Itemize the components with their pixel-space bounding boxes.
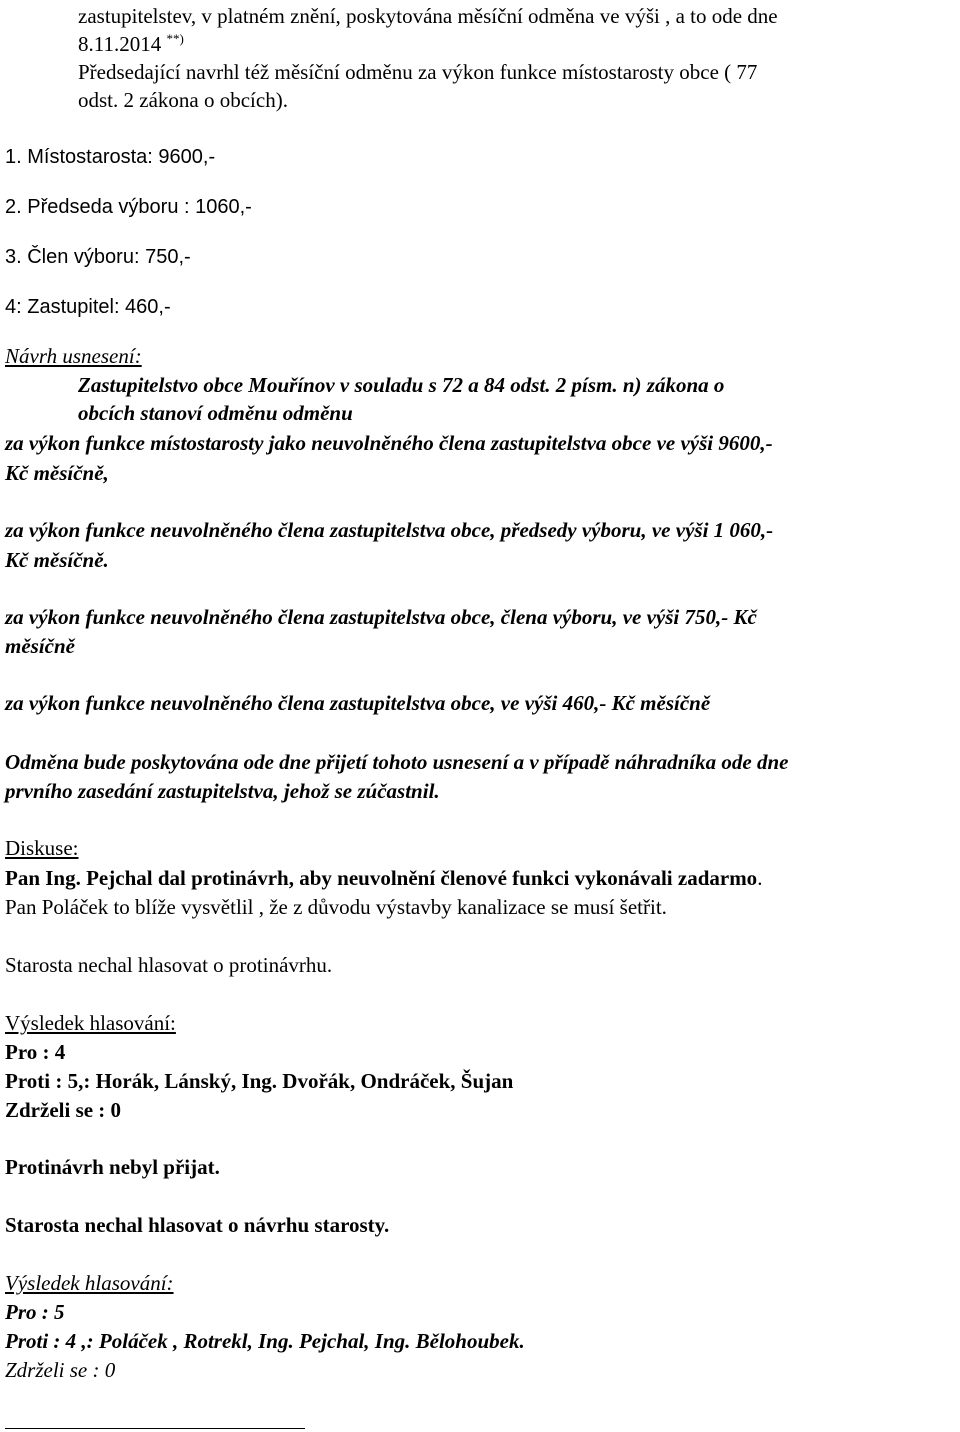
vote2-heading: Výsledek hlasování: <box>5 1271 174 1295</box>
intro-line-3: Předsedající navrhl též měsíční odměnu za výkon funkce místostarosty obce ( 77 <box>78 60 758 84</box>
vote1-for: Pro : 4 <box>5 1040 66 1064</box>
footnote-separator <box>5 1428 305 1429</box>
proposal-para-2-line-1: za výkon funkce neuvolněného člena zastupitelstva obce, předsedy výboru, ve výši 1 060,- <box>5 518 774 542</box>
proposal-para-5-line-2: prvního zasedání zastupitelstva, jehož se zúčastnil. <box>5 779 440 803</box>
vote1-against: Proti : 5,: Horák, Lánský, Ing. Dvořák, Ondráček, Šujan <box>5 1069 514 1093</box>
vote2-against: Proti : 4 ,: Poláček , Rotrekl, Ing. Pejchal, Ing. Bělohoubek. <box>5 1329 525 1353</box>
vote1-heading: Výsledek hlasování: <box>5 1011 176 1035</box>
vote1-abstain: Zdrželi se : 0 <box>5 1098 122 1122</box>
list-item-4: 4: Zastupitel: 460,- <box>5 296 171 318</box>
proposal-para-4: za výkon funkce neuvolněného člena zastupitelstva obce, ve výši 460,- Kč měsíčně <box>5 691 711 715</box>
intro-line-4: odst. 2 zákona o obcích). <box>78 88 288 112</box>
proposal-line-2: obcích stanoví odměnu odměnu <box>78 401 353 425</box>
proposal-para-2-line-2: Kč měsíčně. <box>5 548 109 572</box>
intro-line-2 <box>78 31 184 56</box>
proposal-para-5-line-1: Odměna bude poskytována ode dne přijetí tohoto usnesení a v případě náhradníka ode dne <box>5 750 789 774</box>
discussion-line-2: Pan Poláček to blíže vysvětlil , že z důvodu výstavby kanalizace se musí šetřit. <box>5 895 667 919</box>
intro-date: 8.11.2014 <box>78 32 162 56</box>
vote2-abstain: Zdrželi se : 0 <box>5 1358 116 1382</box>
footnote-marker: **) <box>166 31 184 46</box>
list-item-3: 3. Člen výboru: 750,- <box>5 246 191 268</box>
proposal-para-1-line-1: za výkon funkce místostarosty jako neuvolněného člena zastupitelstva obce ve výši 9600,- <box>5 431 773 455</box>
discussion-heading: Diskuse: <box>5 836 79 860</box>
counterproposal-period: . <box>757 866 763 890</box>
proposal-heading: Návrh usnesení: <box>5 344 142 368</box>
vote2-intro: Starosta nechal hlasovat o návrhu starosty. <box>5 1213 390 1237</box>
intro-line-1: zastupitelstev, v platném znění, poskytována měsíční odměna ve výši , a to ode dne <box>78 4 778 28</box>
proposal-para-3-line-2: měsíčně <box>5 634 75 658</box>
counterproposal-text: Pan Ing. Pejchal dal protinávrh, aby neuvolnění členové funkci vykonávali zadarmo <box>5 866 758 890</box>
proposal-para-3-line-1: za výkon funkce neuvolněného člena zastupitelstva obce, člena výboru, ve výši 750,- Kč <box>5 605 757 629</box>
discussion-line-3: Starosta nechal hlasovat o protinávrhu. <box>5 953 333 977</box>
list-item-1: 1. Místostarosta: 9600,- <box>5 146 216 168</box>
proposal-para-1-line-2: Kč měsíčně, <box>5 461 109 485</box>
vote2-for: Pro : 5 <box>5 1300 65 1324</box>
list-item-2: 2. Předseda výboru : 1060,- <box>5 196 252 218</box>
discussion-line-1 <box>5 868 762 889</box>
vote1-result: Protinávrh nebyl přijat. <box>5 1155 220 1179</box>
proposal-line-1: Zastupitelstvo obce Mouřínov v souladu s 72 a 84 odst. 2 písm. n) zákona o <box>78 373 725 397</box>
